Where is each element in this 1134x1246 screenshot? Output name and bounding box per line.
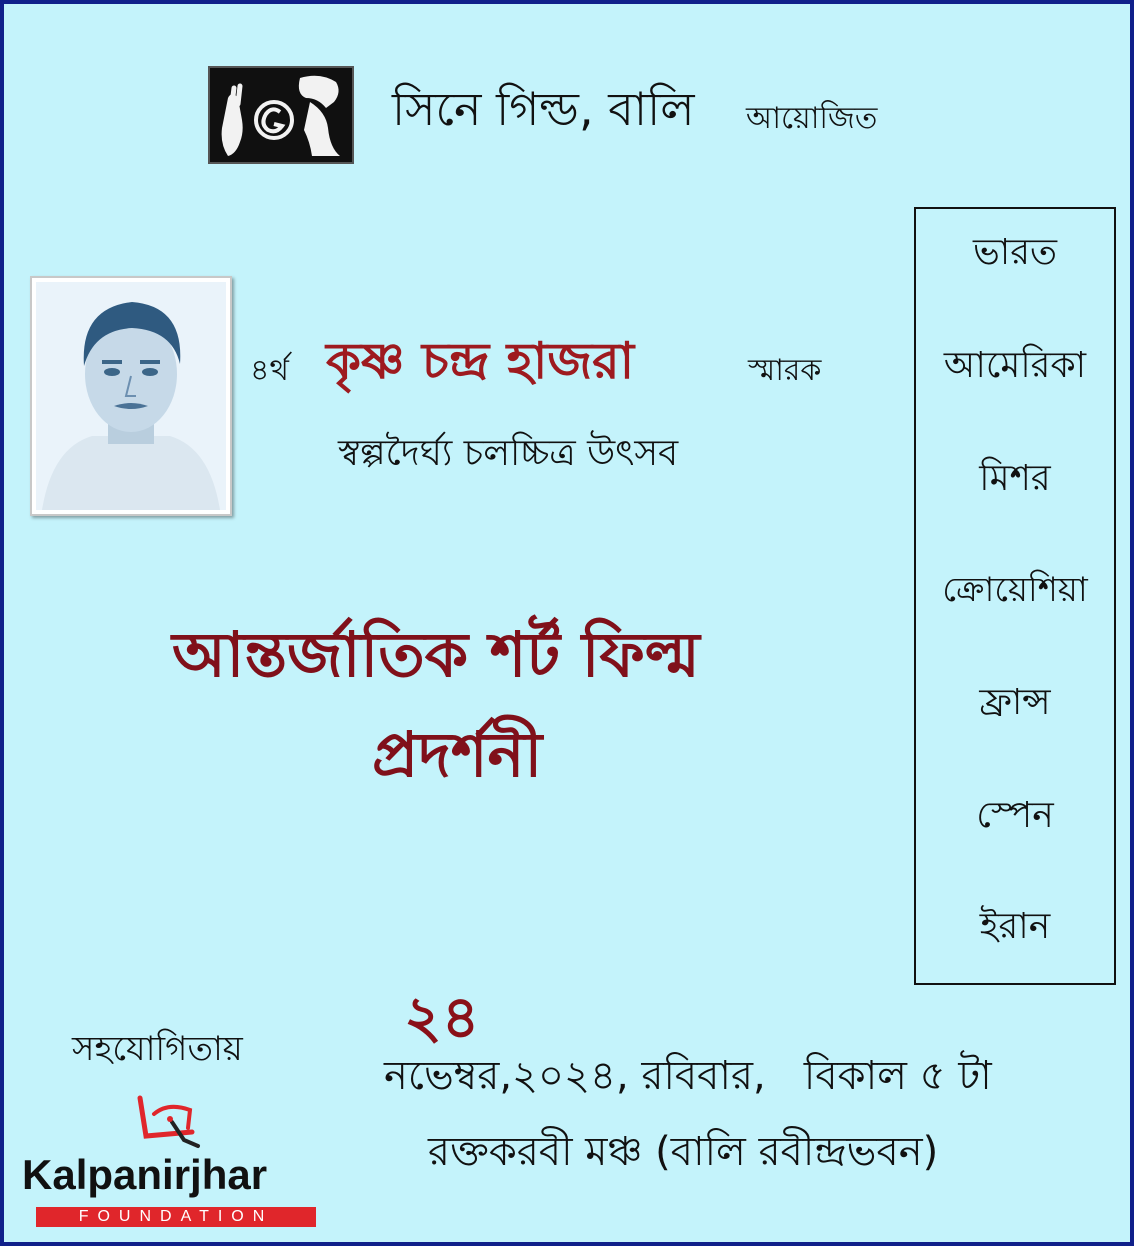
- honoree-name: কৃষ্ণ চন্দ্র হাজরা: [326, 332, 635, 390]
- memorial-label: স্মারক: [748, 353, 822, 388]
- organizer-suffix: আয়োজিত: [746, 101, 878, 136]
- country-item: ফ্রান্স: [979, 682, 1051, 723]
- country-item: মিশর: [979, 458, 1051, 499]
- event-date-time: নভেম্বর,২০২৪, রবিবার, বিকাল ৫ টা: [384, 1053, 992, 1099]
- event-day: ২৪: [404, 983, 480, 1051]
- country-list: [914, 207, 1116, 985]
- country-item: ইরান: [979, 906, 1051, 947]
- sponsor-name: Kalpanirjhar: [22, 1151, 268, 1198]
- country-item: আমেরিকা: [943, 345, 1087, 386]
- event-venue: রক্তকরবী মঞ্চ (বালি রবীন্দ্রভবন): [428, 1129, 939, 1175]
- support-label: সহযোগিতায়: [72, 1029, 243, 1069]
- festival-ordinal: ৪র্থ: [250, 353, 289, 388]
- sponsor-tagline: FOUNDATION: [36, 1207, 316, 1227]
- cine-guild-logo-icon: [208, 66, 354, 164]
- country-item: স্পেন: [976, 795, 1054, 836]
- event-title-line1: আন্তর্জাতিক শর্ট ফিল্ম: [172, 618, 700, 691]
- organizer-name: সিনে গিল্ড, বালি: [392, 82, 695, 136]
- country-item: ক্রোয়েশিয়া: [942, 570, 1088, 610]
- country-item: ভারত: [972, 232, 1058, 273]
- festival-subtitle: স্বল্পদৈর্ঘ্য চলচ্চিত্র উৎসব: [338, 433, 679, 474]
- kalpanirjhar-logo-icon: [132, 1092, 212, 1150]
- portrait-photo: [30, 276, 232, 516]
- event-title-line2: প্রদর্শনী: [372, 718, 543, 791]
